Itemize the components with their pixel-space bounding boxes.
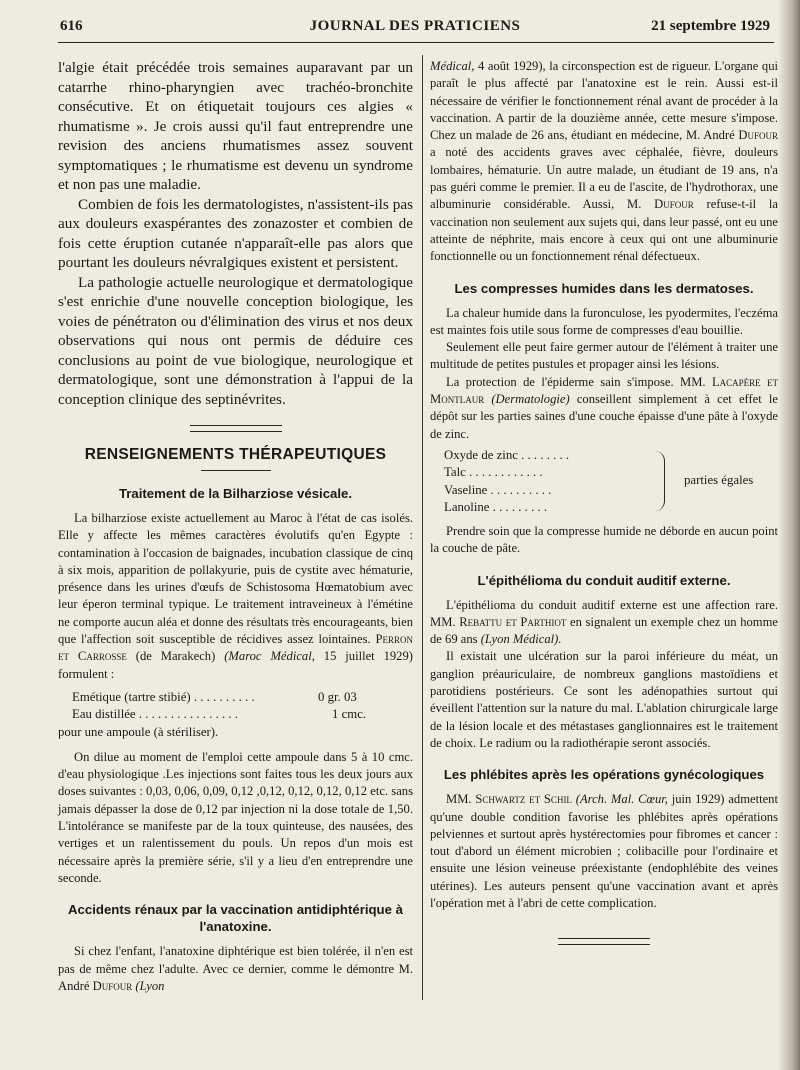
author-names: Schwartz et Schil bbox=[475, 792, 572, 807]
formula-ingredient: Lanoline . . . . . . . . . bbox=[444, 500, 548, 515]
formula-dose: 1 cmc. bbox=[332, 707, 367, 722]
paste-formula bbox=[444, 447, 778, 519]
page-edge-shadow bbox=[778, 0, 800, 1070]
section-heading: RENSEIGNEMENTS THÉRAPEUTIQUES bbox=[84, 446, 387, 463]
decorative-rule bbox=[558, 938, 650, 945]
issue-date: 21 septembre 1929 bbox=[651, 18, 770, 34]
author-names: Rebattu et Parthiot bbox=[459, 614, 567, 629]
right-column bbox=[430, 58, 778, 945]
formula-ingredient: Talc . . . . . . . . . . . . bbox=[444, 465, 543, 480]
paragraph bbox=[430, 791, 778, 912]
text-run: juin 1929) admettent qu'une double condition favorise les phlébites après opérations pelviennes et surtout après hystérectomies pour fibromes et cancer : tout d'abord un élément microbien ; colibacille pour l'ordinaire et ensuite une lésion veineuse préexistante (endophlébite des veines utérines). Les auteurs pensent qu'une vaccination avant et après l'opération met à l'abri de cette complication. bbox=[430, 792, 778, 910]
text-run: MM. bbox=[446, 792, 472, 807]
formula-ingredient: Eau distillée . . . . . . . . . . . . . . . . bbox=[72, 707, 238, 722]
left-column bbox=[58, 58, 413, 995]
article-title: Les compresses humides dans les dermatoses. bbox=[454, 280, 754, 296]
source-citation: (Dermatologie) bbox=[491, 392, 570, 407]
article-title: Traitement de la Bilharziose vésicale. bbox=[118, 486, 353, 501]
paragraph bbox=[430, 58, 778, 266]
paragraph: l'algie était précédée trois semaines auparavant par un catarrhe rhino-pharyngien avec trachéo-bronchite consécutive. Et on étiquetait toujours ces algies « rhumatisme ». Je crois aussi qu'il faut entreprendre une revision des anciens rhumatismes assez souvent symptomatiques ; le rhumatisme est devenu un syndrome et non pas une maladie. bbox=[58, 59, 413, 193]
formula-ingredient: Oxyde de zinc . . . . . . . . bbox=[444, 447, 570, 462]
paragraph: Prendre soin que la compresse humide ne déborde en aucun point la couche de pâte. bbox=[430, 523, 778, 556]
prescription-formula bbox=[58, 689, 413, 741]
source-citation: (Lyon Médical). bbox=[480, 632, 562, 647]
text-run: conseillent simplement à cet effet le dépôt sur les parties saines d'une couche épaisse d'une pâte à l'oxyde de zinc. bbox=[430, 392, 778, 441]
bilharziose-article bbox=[58, 485, 413, 887]
source-citation: (Lyon bbox=[135, 978, 165, 993]
page-number: 616 bbox=[60, 18, 83, 34]
formula-dose: 0 gr. 03 bbox=[318, 689, 357, 704]
article-title: Les phlébites après les opérations gynécologiques bbox=[443, 767, 765, 783]
running-header bbox=[60, 18, 770, 42]
author-name: Dufour bbox=[738, 128, 778, 143]
formula-note: pour une ampoule (à stériliser). bbox=[58, 724, 219, 739]
formula-ingredient: Vaseline . . . . . . . . . . bbox=[444, 482, 552, 497]
paragraph: Il existait une ulcération sur la paroi inférieure du méat, un ganglion préauriculaire, de nombreux ganglions mastoïdiens et parotidiens postérieurs. Ce sont les adénopathies surtout qui éveillent l'attention sur la nature du mal. L'ablation chirurgicale large de la lésion locale et des métastases ganglionnaires est le traitement de choix. Le radium ou la radiothérapie seront associés. bbox=[430, 649, 778, 750]
paragraph: Combien de fois les dermatologistes, n'assistent-ils pas aux douleurs exaspérantes des zonazoster et combien de fois cette éruption cutanée n'apparaît-elle pas alors que pourtant les douleurs névralgiques existent et persistent. bbox=[58, 195, 413, 271]
paragraph bbox=[58, 943, 413, 995]
author-name: Dufour bbox=[654, 197, 694, 212]
text-run: (de Marakech) bbox=[135, 649, 216, 664]
paragraph: La chaleur humide dans la furonculose, les pyodermites, l'eczéma est maintes fois utile sous forme de compresses d'eau bouillie. bbox=[430, 305, 778, 337]
formula-ingredient: Emétique (tartre stibié) . . . . . . . . . . bbox=[72, 689, 255, 704]
column-separator bbox=[422, 55, 423, 1000]
source-citation: (Arch. Mal. Cœur, bbox=[575, 792, 668, 807]
paragraph bbox=[430, 374, 778, 443]
author-names: Perron et Carrosse bbox=[58, 632, 413, 664]
formula-row bbox=[58, 706, 413, 723]
phlebites-article bbox=[430, 766, 778, 912]
text-run: La bilharziose existe actuellement au Maroc à l'état de cas isolés. Elle y affecte les mêmes caractères évolutifs qu'en Egypte : contamination à l'occasion de baignades, incubation classique de cinq à six mois, apparition de pollakyurie, puis de cystite avec hématurie, présence dans les urines d'œufs de Schistosoma Hœmatobium avec leur éperon terminal typique. Le traitement intraveineux à l'émétine ne comporte aucun aléa et donne des résultats très encourageants, bien que l'affection soit susceptible de récidives assez lointaines. bbox=[58, 511, 413, 647]
decorative-rule bbox=[190, 425, 282, 432]
text-run: a noté des accidents graves avec céphalée, fièvre, douleurs lombaires, hématurie. Un autre malade, un étudiant de 19 ans, n'a pas guéri comme le premier. Il a eu de l'ascite, de l'hydrothorax, une albuminurie considérable. Aussi, M. bbox=[430, 145, 778, 212]
text-run: Si chez l'enfant, l'anatoxine diphtérique est bien tolérée, il n'en est pas de même chez l'adulte. Avec ce dernier, comme le démontre M. André bbox=[58, 944, 413, 993]
text-run: 15 juillet 1929) formulent : bbox=[58, 649, 413, 681]
paragraph: La pathologie actuelle neurologique et dermatologique s'est enrichie d'une nouvelle conception biologique, les voies de pénétraton ou d'élimination des virus et nos deux observations qui nous ont permis de déduire ces conclusions au point de vue biologique, neurologique et dermatologique, sont une démonstration à l'appui de la conception clinique des septinévrites. bbox=[58, 273, 413, 408]
author-name: Dufour bbox=[92, 978, 133, 993]
paragraph: Seulement elle peut faire germer autour de l'élément à traiter une multitude de petites pustules et propager ainsi les lésions. bbox=[430, 340, 778, 372]
paragraph bbox=[430, 597, 778, 649]
source-citation: (Maroc Médical, bbox=[224, 649, 315, 664]
text-run: refuse-t-il la vaccination non seulement aux sujets qui, dans leur passé, ont eu une atteinte de néphrite, mais encore à ceux qui ont une albuminurie fonctionnelle ou un fonctionnement rénal défectueux. bbox=[430, 197, 778, 264]
paragraph: On dilue au moment de l'emploi cette ampoule dans 5 à 10 cmc. d'eau physiologique .Les injections sont faites tous les deux jours aux doses suivantes : 0,03, 0,06, 0,09, 0,12 ,0,12, 0,12, 0,12, 0,12 etc. sans jamais dépasser la dose de 0,12 par injection ni la dose totale de 1,50. L'intolérance se manifeste par de la toux quinteuse, des nausées, des vertiges et un ralentissement du pouls. Un repos d'un mois est nécessaire après la première série, s'il y a lieu d'en entreprendre une seconde. bbox=[58, 749, 413, 885]
article-title: Accidents rénaux par la vaccination antidiphtérique à l'anatoxine. bbox=[68, 902, 403, 935]
header-rule bbox=[58, 42, 774, 43]
author-names: Lacapère et Montlaur bbox=[430, 374, 779, 407]
formula-proportion: parties égales bbox=[684, 472, 754, 487]
compresses-article bbox=[430, 280, 778, 558]
text-run: en signalent un exemple chez un homme de 69 ans bbox=[430, 614, 778, 647]
article-title: L'épithélioma du conduit auditif externe. bbox=[477, 572, 731, 588]
accidents-article bbox=[58, 901, 413, 995]
text-run: L'épithélioma du conduit auditif externe est une affection rare. MM. bbox=[430, 597, 778, 629]
formula-row bbox=[58, 689, 413, 706]
heading-underline bbox=[201, 470, 271, 471]
epithelioma-article bbox=[430, 572, 778, 753]
source-citation: Médical, bbox=[430, 59, 475, 73]
article-continuation bbox=[58, 58, 413, 409]
brace bbox=[654, 451, 665, 511]
text-run: La protection de l'épiderme sain s'impose. MM. bbox=[446, 374, 706, 389]
paragraph bbox=[58, 510, 413, 683]
text-run: 4 août 1929), la circonspection est de rigueur. L'organe qui paraît le plus affecté par l'anatoxine est le rein. Aussi est-il nécessaire de vérifier le fonctionnement rénal avant de procéder à la vaccination. A partir de la douzième année, cette mesure s'impose. Chez un malade de 26 ans, étudiant en médecine, M. André bbox=[430, 59, 778, 143]
journal-title: JOURNAL DES PRATICIENS bbox=[309, 18, 521, 34]
